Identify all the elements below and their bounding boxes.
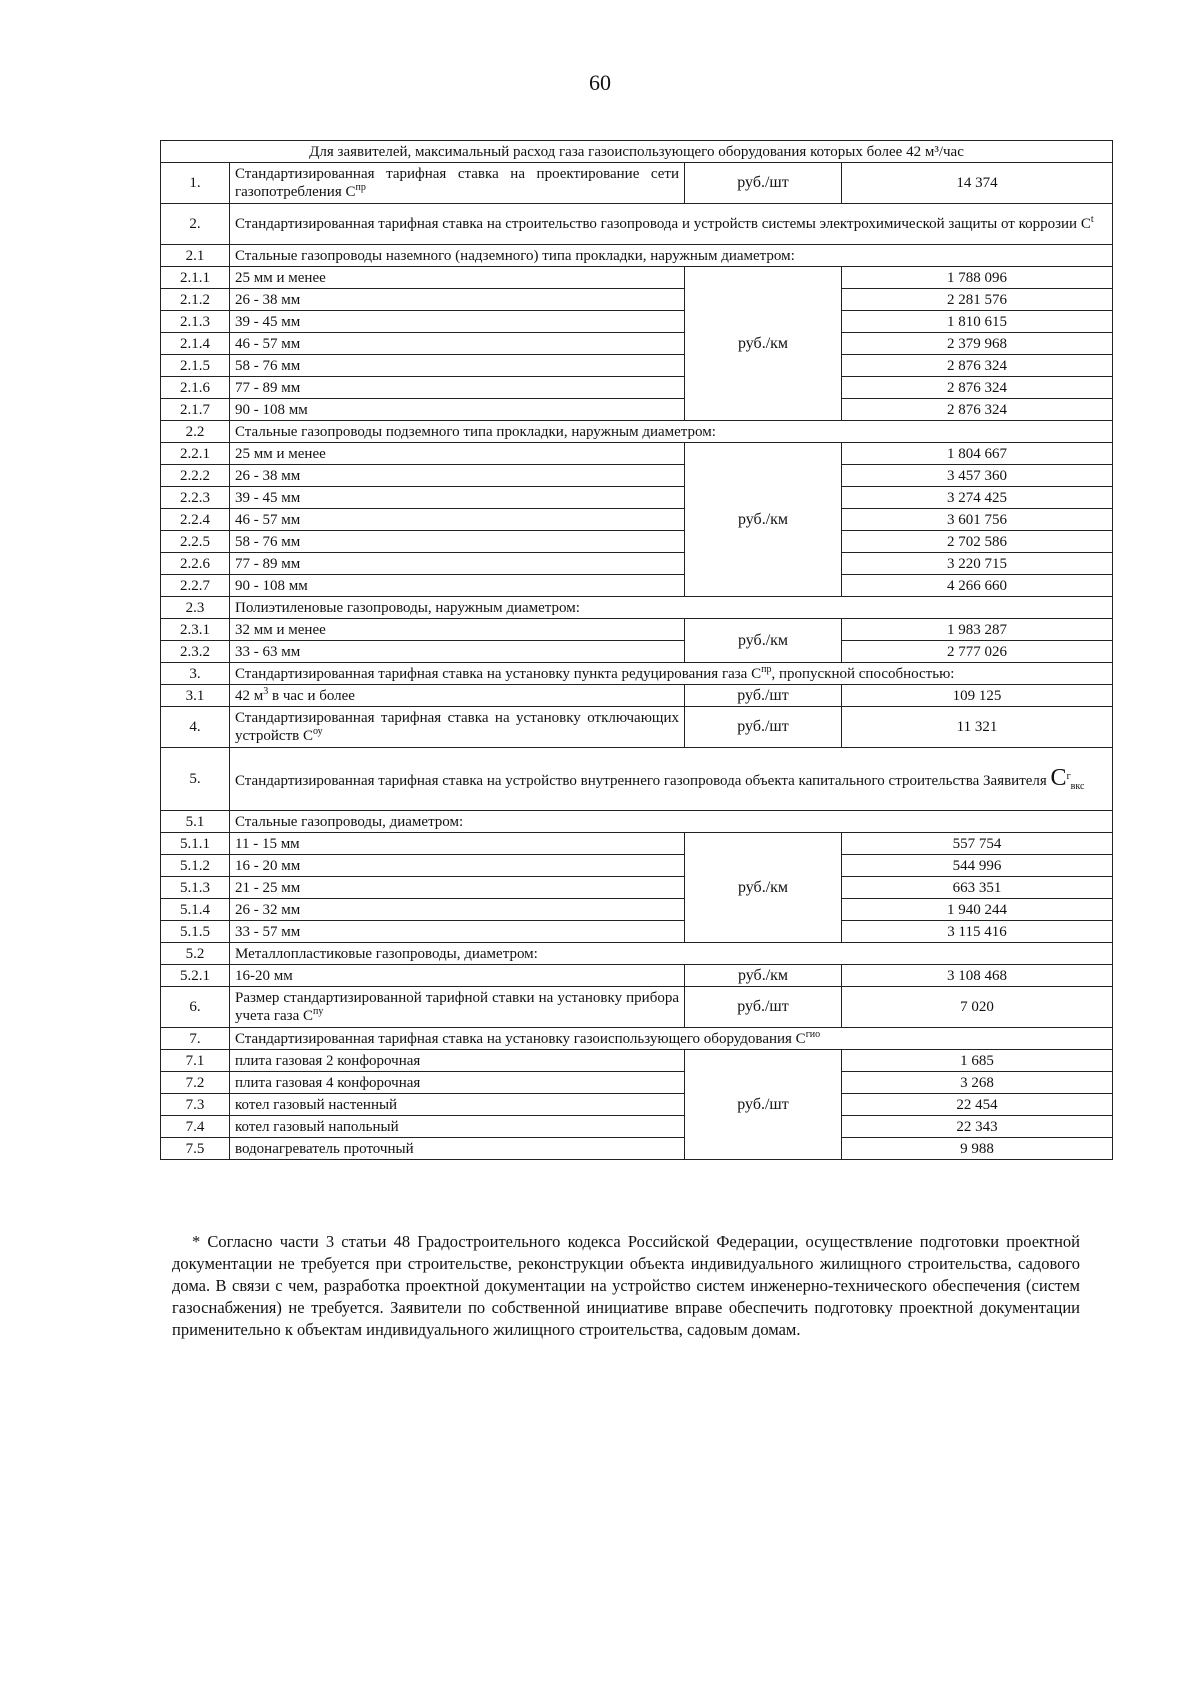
table-row (161, 355, 1113, 377)
table-row (161, 1116, 1113, 1138)
section-title: Стандартизированная тарифная ставка на строительство газопровода и устройств системы электрохимической защиты от коррозии $С^t$ (230, 204, 1113, 245)
section-title: Стальные газопроводы, диаметром: (230, 811, 1113, 833)
row-description: 25 мм и менее (230, 443, 685, 465)
row-value: 2 702 586 (842, 531, 1113, 553)
table-row (161, 855, 1113, 877)
footnote-text: * Согласно части 3 статьи 48 Градостроительного кодекса Российской Федерации, осуществление подготовки проектной документации не требуется при строительстве, реконструкции объекта индивидуального жилищного строительства, садового дома. В связи с чем, разработка проектной документации на устройство систем инженерно-технического обеспечения (систем газоснабжения) не требуется. Заявители по собственной инициативе вправе обеспечить подготовку проектной документации применительно к объектам индивидуального жилищного строительства, садовым домам. (172, 1232, 1080, 1339)
row-value: 3 220 715 (842, 553, 1113, 575)
row-number: 2.2.3 (161, 487, 230, 509)
row-description: 90 - 108 мм (230, 575, 685, 597)
table-row (161, 619, 1113, 641)
row-unit: руб./км (685, 833, 842, 943)
row-description: водонагреватель проточный (230, 1138, 685, 1160)
row-number: 5. (161, 748, 230, 811)
row-description: 46 - 57 мм (230, 509, 685, 531)
row-description: 26 - 38 мм (230, 289, 685, 311)
row-number: 2.2 (161, 421, 230, 443)
section-title: Стандартизированная тарифная ставка на устройство внутреннего газопровода объекта капитального строительства Заявителя $C^г_{вкс}$ (230, 748, 1113, 811)
table-row (161, 965, 1113, 987)
row-number: 2.1.4 (161, 333, 230, 355)
section-title: Полиэтиленовые газопроводы, наружным диаметром: (230, 597, 1113, 619)
table-row (161, 377, 1113, 399)
row-number: 7.1 (161, 1050, 230, 1072)
row-value: 109 125 (842, 685, 1113, 707)
row-number: 5.1.2 (161, 855, 230, 877)
row-value: 2 876 324 (842, 377, 1113, 399)
row-number: 2.2.4 (161, 509, 230, 531)
table-row (161, 289, 1113, 311)
row-description: 42 $м^3$ в час и более (230, 685, 685, 707)
row-value: 2 379 968 (842, 333, 1113, 355)
table-row (161, 553, 1113, 575)
row-number: 2.1 (161, 245, 230, 267)
row-number: 5.1 (161, 811, 230, 833)
row-description: 32 мм и менее (230, 619, 685, 641)
table-row (161, 685, 1113, 707)
c-symbol: C (1050, 764, 1067, 791)
superscript: гио (805, 1028, 821, 1040)
row-value: 2 281 576 (842, 289, 1113, 311)
row-unit: руб./шт (685, 987, 842, 1028)
table-row (161, 311, 1113, 333)
row-value: 544 996 (842, 855, 1113, 877)
row-number: 5.1.5 (161, 921, 230, 943)
section-row (161, 748, 1113, 811)
row-value: 1 810 615 (842, 311, 1113, 333)
row-description: 39 - 45 мм (230, 487, 685, 509)
row-value: 3 457 360 (842, 465, 1113, 487)
table-row (161, 163, 1113, 204)
row-description: 58 - 76 мм (230, 355, 685, 377)
row-value: 3 268 (842, 1072, 1113, 1094)
row-value: 3 115 416 (842, 921, 1113, 943)
row-number: 5.1.1 (161, 833, 230, 855)
row-number: 7.3 (161, 1094, 230, 1116)
row-number: 2.3.1 (161, 619, 230, 641)
table-row (161, 509, 1113, 531)
row-unit: руб./км (685, 267, 842, 421)
table-row (161, 333, 1113, 355)
row-unit: руб./шт (685, 707, 842, 748)
row-number: 7.4 (161, 1116, 230, 1138)
row-number: 2.2.1 (161, 443, 230, 465)
row-number: 5.1.3 (161, 877, 230, 899)
row-value: 1 685 (842, 1050, 1113, 1072)
row-unit: руб./км (685, 443, 842, 597)
row-value: 557 754 (842, 833, 1113, 855)
row-number: 3. (161, 663, 230, 685)
row-number: 2.1.3 (161, 311, 230, 333)
row-number: 2.2.6 (161, 553, 230, 575)
row-value: 11 321 (842, 707, 1113, 748)
row-value: 1 940 244 (842, 899, 1113, 921)
row-number: 5.1.4 (161, 899, 230, 921)
row-value: 3 108 468 (842, 965, 1113, 987)
row-value: 3 601 756 (842, 509, 1113, 531)
subscript: вкс (1070, 780, 1085, 792)
table-row (161, 1072, 1113, 1094)
table-row (161, 267, 1113, 289)
section-row (161, 663, 1113, 685)
row-unit: руб./шт (685, 685, 842, 707)
superscript: оу (312, 726, 323, 737)
row-description: Размер стандартизированной тарифной ставки на установку прибора учета газа $С^{пу}$ (230, 987, 685, 1028)
superscript: пр (761, 663, 772, 675)
row-number: 7.5 (161, 1138, 230, 1160)
superscript: г (1066, 770, 1071, 782)
table-row (161, 987, 1113, 1028)
row-value: 1 804 667 (842, 443, 1113, 465)
row-value: 14 374 (842, 163, 1113, 204)
row-number: 2.1.5 (161, 355, 230, 377)
page-number: 60 (589, 70, 611, 95)
row-number: 6. (161, 987, 230, 1028)
row-description: 26 - 38 мм (230, 465, 685, 487)
row-number: 2.3.2 (161, 641, 230, 663)
row-number: 2. (161, 204, 230, 245)
section-row (161, 597, 1113, 619)
row-number: 5.2.1 (161, 965, 230, 987)
row-description: 16 - 20 мм (230, 855, 685, 877)
row-description: Стандартизированная тарифная ставка на установку отключающих устройств $С^{оу}$ (230, 707, 685, 748)
row-description: 77 - 89 мм (230, 553, 685, 575)
row-value: 2 876 324 (842, 399, 1113, 421)
row-value: 7 020 (842, 987, 1113, 1028)
row-description: 33 - 57 мм (230, 921, 685, 943)
row-description: 77 - 89 мм (230, 377, 685, 399)
section-row (161, 943, 1113, 965)
row-description: 33 - 63 мм (230, 641, 685, 663)
row-unit: руб./шт (685, 1050, 842, 1160)
row-value: 663 351 (842, 877, 1113, 899)
superscript: пу (313, 1006, 324, 1017)
table-row (161, 399, 1113, 421)
row-value: 22 454 (842, 1094, 1113, 1116)
row-number: 2.1.6 (161, 377, 230, 399)
row-description: 25 мм и менее (230, 267, 685, 289)
row-description: 16-20 мм (230, 965, 685, 987)
row-number: 3.1 (161, 685, 230, 707)
row-number: 2.1.7 (161, 399, 230, 421)
section-row (161, 1028, 1113, 1050)
row-description: 11 - 15 мм (230, 833, 685, 855)
table-row (161, 899, 1113, 921)
section-title: Стандартизированная тарифная ставка на установку пункта редуцирования газа $С^{пр}$, пропускной способностью: (230, 663, 1113, 685)
row-number: 1. (161, 163, 230, 204)
row-description: 46 - 57 мм (230, 333, 685, 355)
table-row (161, 487, 1113, 509)
row-description: 90 - 108 мм (230, 399, 685, 421)
row-description: 39 - 45 мм (230, 311, 685, 333)
section-row (161, 204, 1113, 245)
section-title: Стальные газопроводы наземного (надземного) типа прокладки, наружным диаметром: (230, 245, 1113, 267)
row-number: 4. (161, 707, 230, 748)
superscript: t (1090, 214, 1094, 225)
table-row (161, 877, 1113, 899)
table-row (161, 921, 1113, 943)
row-description: 26 - 32 мм (230, 899, 685, 921)
superscript: пр (355, 182, 366, 193)
row-description: плита газовая 4 конфорочная (230, 1072, 685, 1094)
row-number: 2.1.1 (161, 267, 230, 289)
row-number: 7.2 (161, 1072, 230, 1094)
row-number: 2.3 (161, 597, 230, 619)
table-row (161, 531, 1113, 553)
row-number: 2.2.7 (161, 575, 230, 597)
table-row (161, 641, 1113, 663)
row-value: 1 983 287 (842, 619, 1113, 641)
table-row (161, 707, 1113, 748)
row-value: 2 777 026 (842, 641, 1113, 663)
tariff-table (160, 140, 1113, 1160)
table-row (161, 1050, 1113, 1072)
row-description: 21 - 25 мм (230, 877, 685, 899)
table-row (161, 465, 1113, 487)
row-value: 22 343 (842, 1116, 1113, 1138)
row-value: 4 266 660 (842, 575, 1113, 597)
row-value: 2 876 324 (842, 355, 1113, 377)
row-description: котел газовый напольный (230, 1116, 685, 1138)
row-value: 3 274 425 (842, 487, 1113, 509)
table-row (161, 575, 1113, 597)
row-unit: руб./шт (685, 163, 842, 204)
section-title: Металлопластиковые газопроводы, диаметром: (230, 943, 1113, 965)
section-row (161, 811, 1113, 833)
row-description: плита газовая 2 конфорочная (230, 1050, 685, 1072)
section-row (161, 245, 1113, 267)
row-number: 2.2.2 (161, 465, 230, 487)
superscript: 3 (263, 685, 269, 697)
row-number: 2.1.2 (161, 289, 230, 311)
table-row (161, 833, 1113, 855)
row-value: 9 988 (842, 1138, 1113, 1160)
section-title: Стандартизированная тарифная ставка на установку газоиспользующего оборудования $С^{гио}$ (230, 1028, 1113, 1050)
row-unit: руб./км (685, 619, 842, 663)
section-title: Стальные газопроводы подземного типа прокладки, наружным диаметром: (230, 421, 1113, 443)
section-row (161, 421, 1113, 443)
row-value: 1 788 096 (842, 267, 1113, 289)
row-number: 5.2 (161, 943, 230, 965)
row-description: 58 - 76 мм (230, 531, 685, 553)
row-description: котел газовый настенный (230, 1094, 685, 1116)
table-header-cell: Для заявителей, максимальный расход газа газоиспользующего оборудования которых более 42 м³/час (161, 141, 1113, 163)
row-number: 2.2.5 (161, 531, 230, 553)
footnote (172, 1231, 1080, 1341)
table-header-row (161, 141, 1113, 163)
row-description: Стандартизированная тарифная ставка на проектирование сети газопотребления $С^{пр}$ (230, 163, 685, 204)
row-unit: руб./км (685, 965, 842, 987)
table-row (161, 1138, 1113, 1160)
row-number: 7. (161, 1028, 230, 1050)
table-row (161, 443, 1113, 465)
table-row (161, 1094, 1113, 1116)
